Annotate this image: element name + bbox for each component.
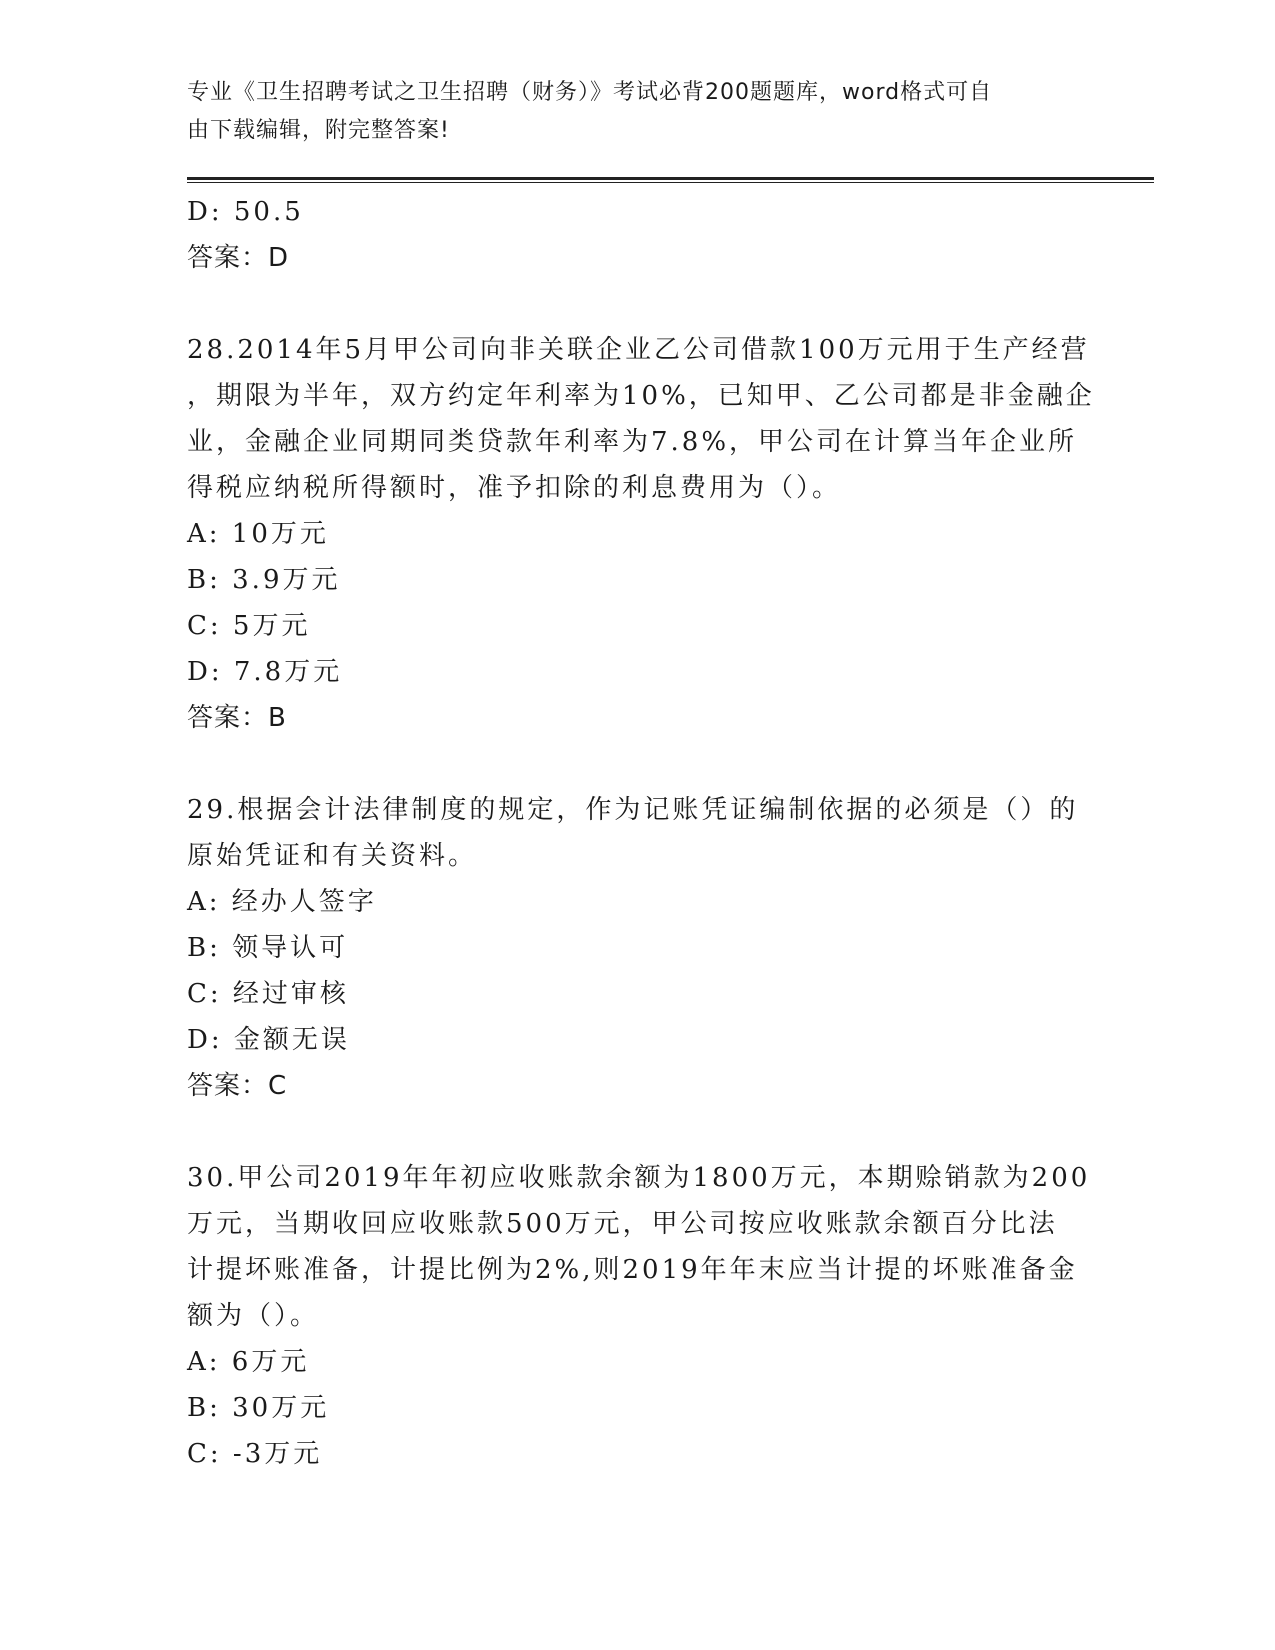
option-b: B: 30万元 [187,1393,330,1423]
question-text-line: 业，金融企业同期同类贷款年利率为7.8%，甲公司在计算当年企业所 [187,427,1078,457]
document-body [187,189,1095,1477]
question-text-line: 原始凭证和有关资料。 [187,841,478,871]
option-c: C: 经过审核 [187,979,349,1009]
option-a: A: 6万元 [187,1347,310,1377]
question-text-line: 计提坏账准备，计提比例为2%,则2019年年末应当计提的坏账准备金 [187,1255,1078,1285]
answer-line: 答案：B [187,703,287,733]
option-d: D: 7.8万元 [187,657,343,687]
option-d: D: 50.5 [187,197,304,227]
question-text-line: 万元，当期收回应收账款500万元，甲公司按应收账款余额百分比法 [187,1209,1058,1239]
question-30 [187,1155,1091,1477]
spacer [187,281,1087,327]
option-a: A: 经办人签字 [187,887,377,917]
question-28 [187,327,1095,741]
spacer [187,741,1087,787]
document-header [187,74,1067,150]
question-text-line: 30.甲公司2019年年初应收账款余额为1800万元，本期赊销款为200 [187,1163,1091,1193]
option-c: C: -3万元 [187,1439,323,1469]
option-d: D: 金额无误 [187,1025,350,1055]
option-b: B: 3.9万元 [187,565,341,595]
option-b: B: 领导认可 [187,933,349,963]
answer-line: 答案：C [187,1071,288,1101]
option-c: C: 5万元 [187,611,311,641]
header-line-1: 专业《卫生招聘考试之卫生招聘（财务）》考试必背200题题库，word格式可自 [187,80,993,105]
question-text-line: 28.2014年5月甲公司向非关联企业乙公司借款100万元用于生产经营 [187,335,1090,365]
spacer [187,1109,1087,1155]
question-text-line: 得税应纳税所得额时，准予扣除的利息费用为（）。 [187,473,842,503]
header-divider-thin [187,182,1154,183]
option-a: A: 10万元 [187,519,329,549]
question-text-line: 额为（）。 [187,1301,320,1331]
question-text-line: ，期限为半年，双方约定年利率为10%，已知甲、乙公司都是非金融企 [187,381,1095,411]
answer-line: 答案：D [187,243,290,273]
question-text-line: 29.根据会计法律制度的规定，作为记账凭证编制依据的必须是（）的 [187,795,1079,825]
question-29 [187,787,1087,1109]
header-divider-thick [187,177,1154,180]
question-27-tail [187,189,1087,281]
header-line-2: 由下载编辑，附完整答案! [187,118,450,143]
